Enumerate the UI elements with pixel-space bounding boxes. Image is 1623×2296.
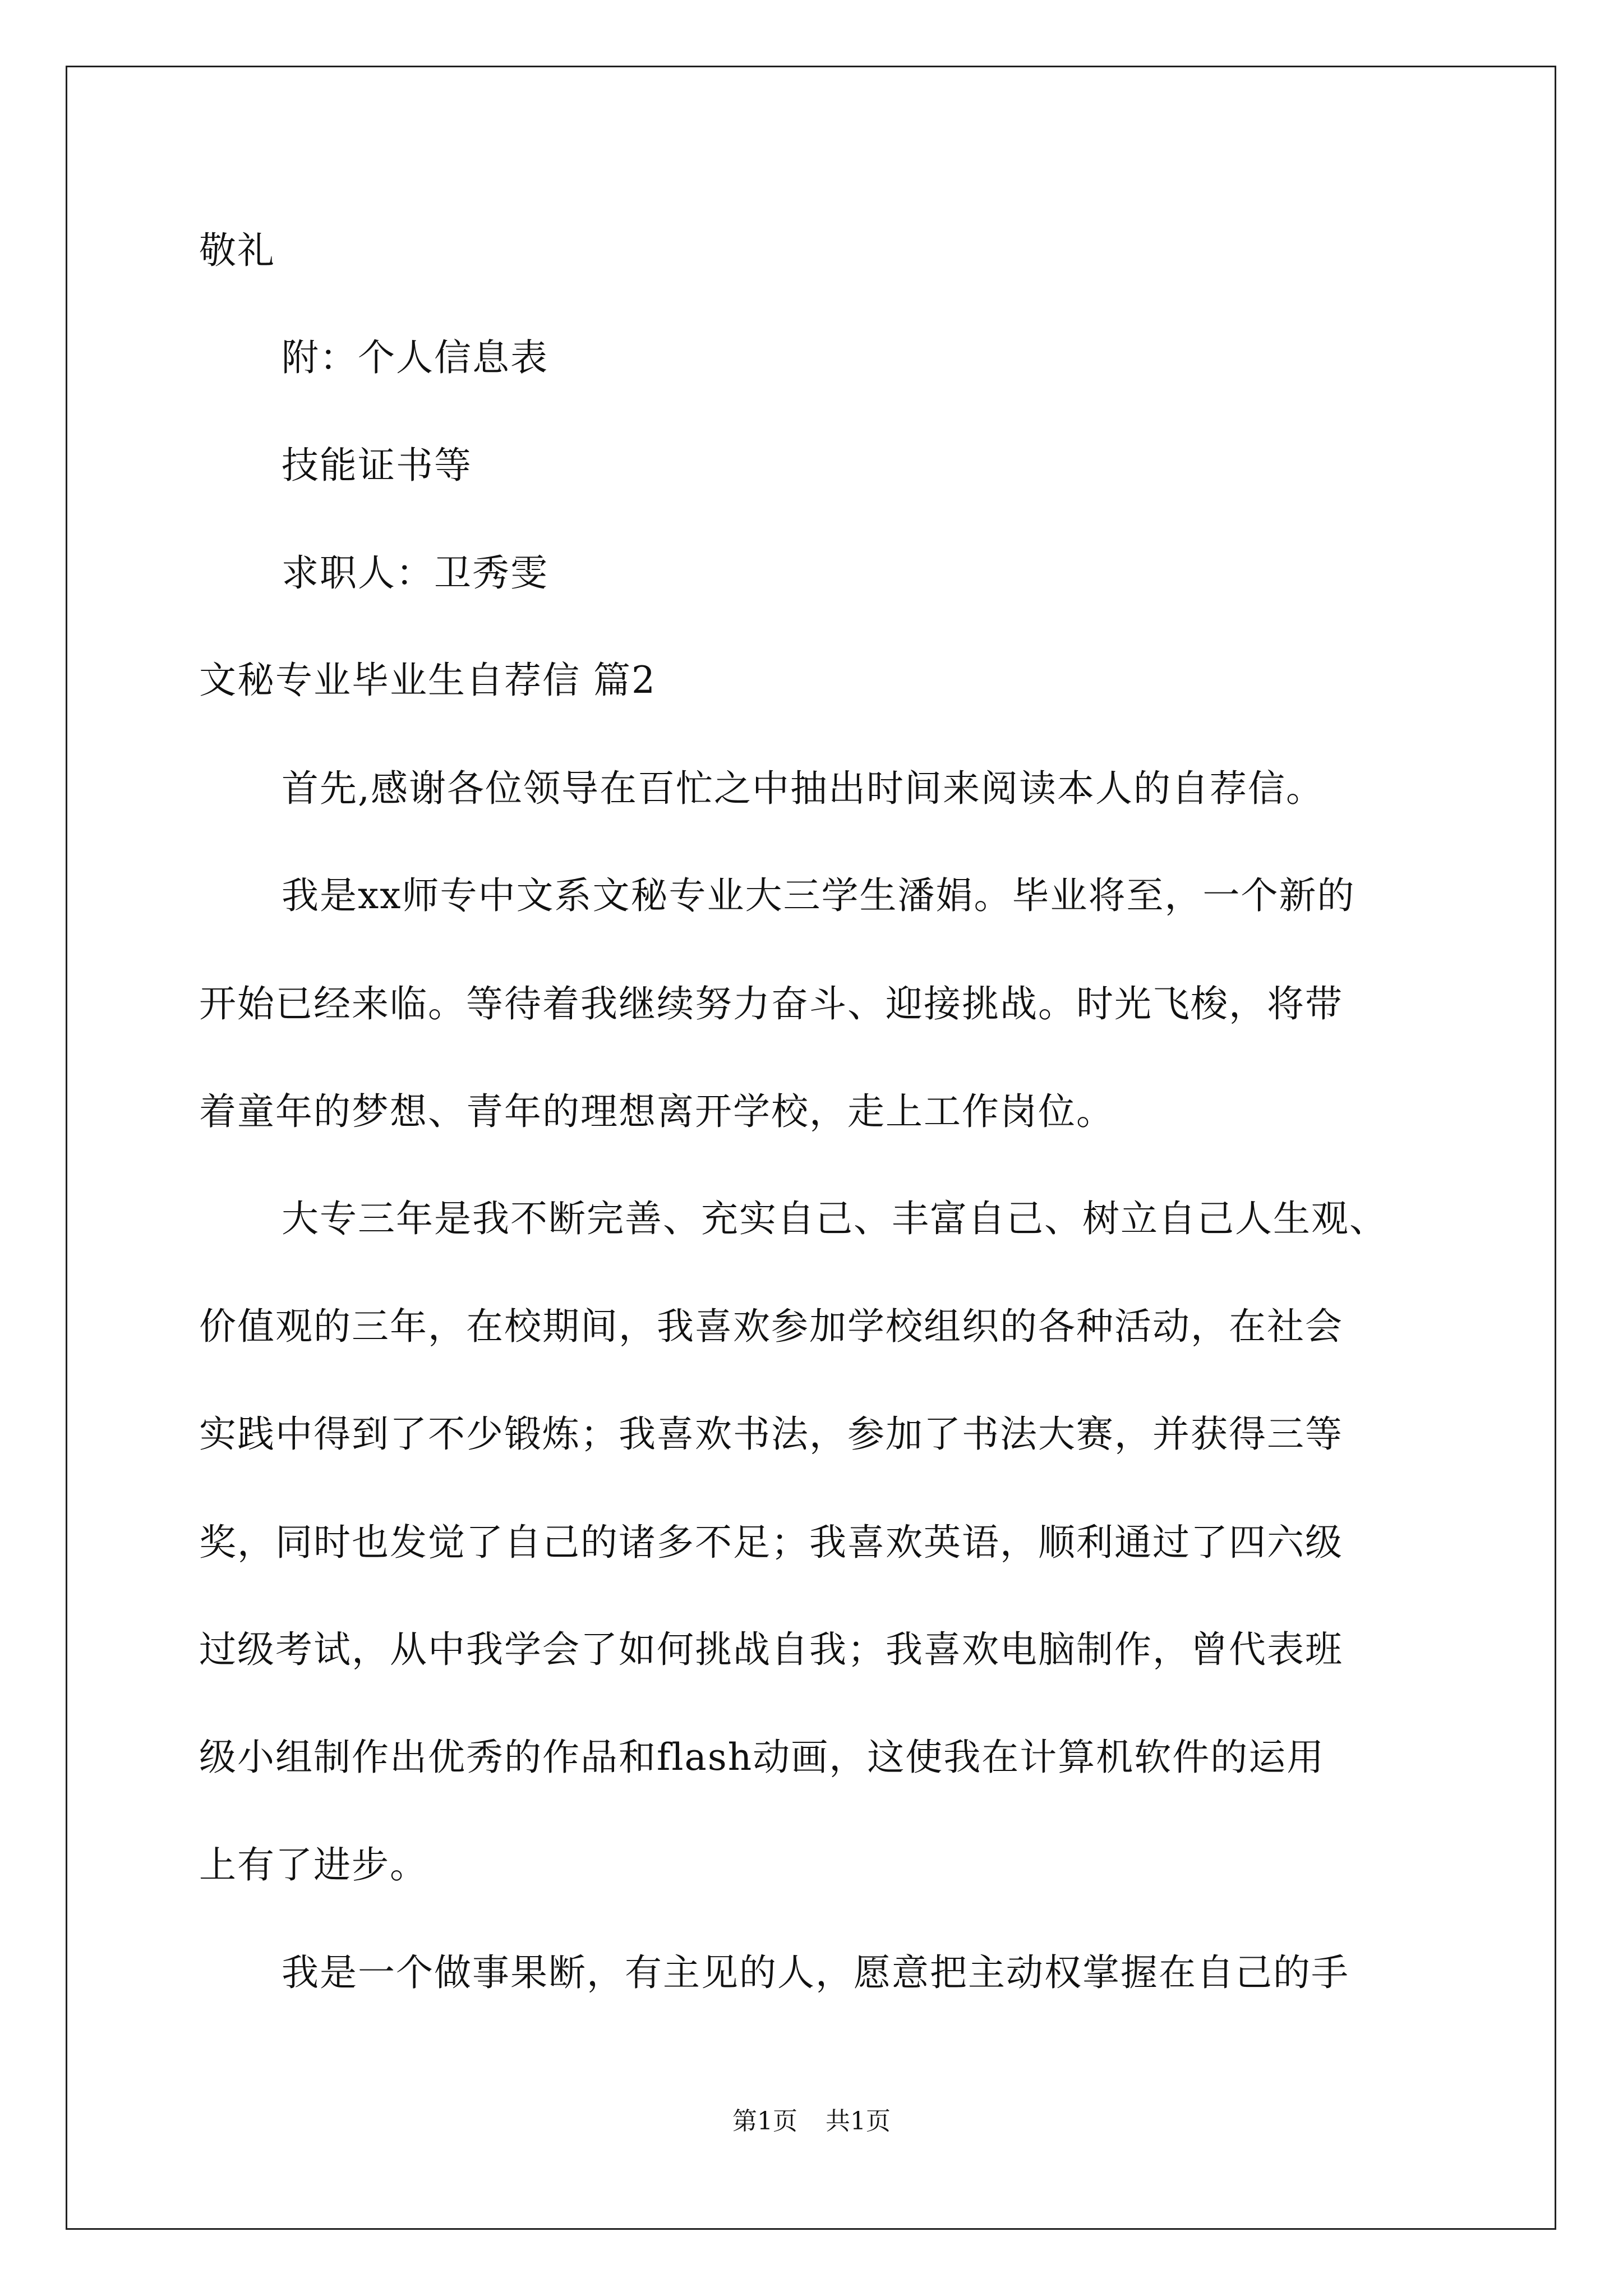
applicant-signature: 求职人：卫秀雯 — [282, 551, 548, 595]
page-footer — [0, 2105, 1623, 2138]
page-number: 第1页 — [732, 2107, 797, 2136]
paragraph-line: 大专三年是我不断完善、充实自己、丰富自己、树立自己人生观、 — [282, 1197, 1387, 1240]
paragraph-line: 上有了进步。 — [199, 1843, 428, 1887]
paragraph-line: 我是xx师专中文系文秘专业大三学生潘娟。毕业将至，一个新的 — [282, 874, 1355, 917]
attachment-line: 附：个人信息表 — [282, 336, 548, 379]
paragraph-line: 我是一个做事果断，有主见的人，愿意把主动权掌握在自己的手 — [282, 1951, 1349, 1994]
attachment-certificates: 技能证书等 — [282, 444, 472, 487]
page-border — [66, 66, 1556, 2230]
paragraph-line: 过级考试，从中我学会了如何挑战自我；我喜欢电脑制作，曾代表班 — [199, 1628, 1343, 1671]
paragraph-line: 首先,感谢各位领导在百忙之中抽出时间来阅读本人的自荐信。 — [282, 767, 1324, 810]
page-total: 共1页 — [826, 2107, 891, 2136]
section-title: 文秘专业毕业生自荐信 篇2 — [199, 659, 656, 702]
paragraph-line: 级小组制作出优秀的作品和flash动画，这使我在计算机软件的运用 — [199, 1736, 1325, 1779]
paragraph-line: 奖，同时也发觉了自己的诸多不足；我喜欢英语，顺利通过了四六级 — [199, 1521, 1343, 1564]
paragraph-line: 着童年的梦想、青年的理想离开学校，走上工作岗位。 — [199, 1090, 1114, 1133]
paragraph-line: 开始已经来临。等待着我继续努力奋斗、迎接挑战。时光飞梭，将带 — [199, 982, 1343, 1025]
paragraph-line: 实践中得到了不少锻炼；我喜欢书法，参加了书法大赛，并获得三等 — [199, 1412, 1343, 1456]
paragraph-line: 价值观的三年，在校期间，我喜欢参加学校组织的各种活动，在社会 — [199, 1305, 1343, 1348]
closing-salutation: 敬礼 — [199, 229, 275, 272]
